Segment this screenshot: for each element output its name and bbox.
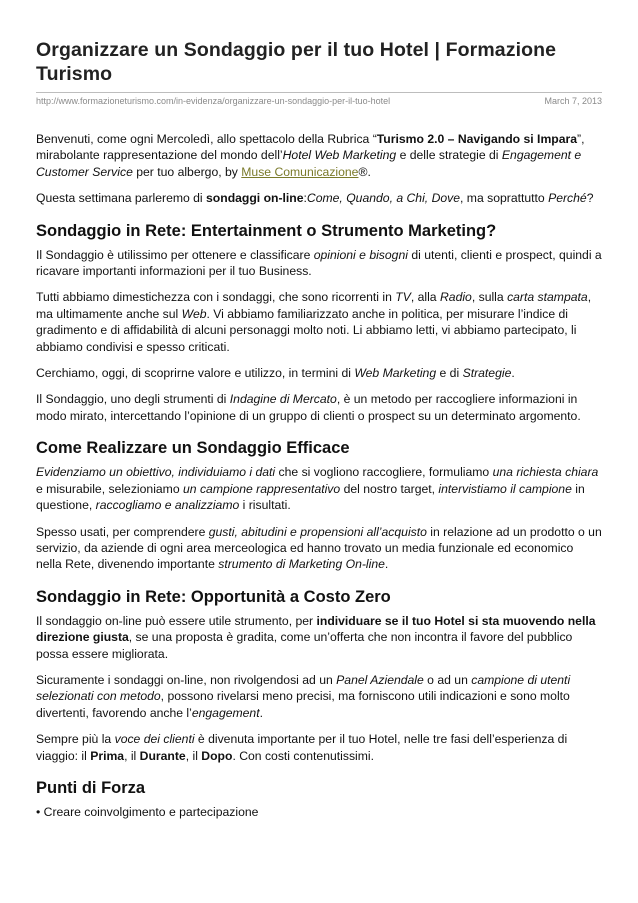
- emphasis-bold: sondaggi on-line: [206, 191, 304, 206]
- text: o ad un: [423, 672, 472, 687]
- text: :: [303, 191, 307, 206]
- emphasis: Indagine di Mercato: [229, 392, 337, 407]
- emphasis: voce dei clienti: [114, 732, 195, 747]
- section1-paragraph-2: [36, 289, 602, 355]
- text: e di: [436, 366, 463, 381]
- article-body: [36, 131, 602, 820]
- text: . Con costi contenutissimi.: [232, 748, 375, 763]
- text: Benvenuti, come ogni Mercoledì, allo spettacolo della Rubrica “: [36, 132, 377, 146]
- source-url-link[interactable]: http://www.formazioneturismo.com/in-evidenza/organizzare-un-sondaggio-per-il-tuo-hotel: [36, 96, 391, 106]
- intro-paragraph-2: [36, 190, 602, 206]
- section-heading-3: Sondaggio in Rete: Opportunità a Costo Zero: [36, 587, 391, 606]
- emphasis: un campione rappresentativo: [183, 481, 341, 496]
- page-title: Organizzare un Sondaggio per il tuo Hotel | Formazione Turismo: [36, 39, 557, 85]
- emphasis: strumento di Marketing On-line: [218, 557, 385, 572]
- text: .: [384, 557, 389, 572]
- text: , possono rivelarsi meno precisi, ma forniscono utili indicazioni e sono molto divertenti, favorendo anche l’: [36, 689, 570, 720]
- text: e misurabile, selezioniamo: [36, 481, 183, 496]
- meta-bar: [36, 92, 602, 107]
- text: Cerchiamo, oggi, di scoprirne valore e utilizzo, in termini di: [36, 366, 355, 381]
- section2-paragraph-1: [36, 464, 602, 513]
- section1-paragraph-3: [36, 365, 602, 381]
- emphasis: engagement: [191, 705, 260, 720]
- text: in questione,: [36, 481, 585, 513]
- text: Il sondaggio on-line può essere utile strumento, per: [36, 613, 317, 628]
- text: Questa settimana parleremo di: [36, 191, 207, 206]
- section1-paragraph-4: [36, 391, 602, 424]
- emphasis: opinioni e bisogni: [313, 247, 408, 262]
- text: per tuo albergo, by: [132, 164, 242, 179]
- emphasis: raccogliamo e analizziamo: [95, 498, 240, 513]
- text: Sempre più la: [36, 732, 115, 747]
- text: Il Sondaggio è utilissimo per ottenere e classificare: [36, 247, 314, 262]
- emphasis: Engagement e Customer Service: [36, 148, 582, 179]
- emphasis: TV: [395, 290, 411, 305]
- emphasis: una richiesta chiara: [492, 465, 599, 480]
- emphasis: Perché: [548, 191, 587, 206]
- text: .: [511, 366, 515, 381]
- section-heading-4: Punti di Forza: [36, 778, 146, 797]
- publish-date: March 7, 2013: [544, 96, 602, 106]
- text: e delle strategie di: [396, 148, 502, 163]
- section3-paragraph-1: [36, 613, 602, 662]
- text: di utenti, clienti e prospect, quindi a ricavare importanti informazioni per il tuo Business.: [36, 247, 602, 279]
- text: Spesso usati, per comprendere: [36, 524, 209, 539]
- text: Sicuramente i sondaggi on-line, non rivolgendosi ad un: [36, 672, 337, 687]
- text: , se una proposta è gradita, come un’offerta che non incontra il favore del pubblico possa essere migliorata.: [36, 630, 573, 661]
- text: , ma soprattutto: [460, 191, 549, 206]
- emphasis-bold: Durante: [139, 748, 186, 763]
- muse-comunicazione-link[interactable]: Muse Comunicazione: [241, 164, 359, 179]
- emphasis: campione di utenti selezionati con metodo: [36, 672, 571, 704]
- emphasis: Evidenziamo un obiettivo, individuiamo i dati: [36, 465, 276, 480]
- text: ?: [586, 191, 594, 206]
- text: , il: [124, 748, 140, 763]
- emphasis: Radio: [439, 290, 472, 305]
- document-page: [36, 38, 602, 830]
- text: in relazione ad un prodotto o un servizio, da aziende di ogni area merceologica ed hanno trovato un media funzionale ed economico nella Rete, divenendo importante: [36, 524, 602, 572]
- section-heading-2: Come Realizzare un Sondaggio Efficace: [36, 439, 350, 458]
- text: che si vogliono raccogliere, formuliamo: [275, 465, 493, 480]
- text: Tutti abbiamo dimestichezza con i sondaggi, che sono ricorrenti in: [36, 290, 396, 305]
- section3-paragraph-3: [36, 731, 602, 764]
- text: ”, mirabolante rappresentazione del mondo dell’: [36, 132, 585, 163]
- text: ®.: [358, 164, 371, 179]
- emphasis: Web Marketing: [354, 366, 437, 381]
- section-heading-1: Sondaggio in Rete: Entertainment o Strumento Marketing?: [36, 221, 497, 240]
- text: . Vi abbiamo familiarizzato anche in politica, per misurare l’indice di gradimento e di affidabilità di alcuni personaggi molto noti. Li abbiamo letti, vi abbiamo partecipato, li abbiamo condivisi e spesso criticati.: [36, 306, 577, 354]
- bullet-item: • Creare coinvolgimento e partecipazione: [36, 804, 259, 819]
- text: è divenuta importante per il tuo Hotel, nelle tre fasi dell’esperienza di viaggio: il: [36, 732, 568, 763]
- emphasis: Come, Quando, a Chi, Dove: [306, 191, 461, 206]
- text: .: [259, 705, 263, 720]
- text: del nostro target,: [340, 481, 439, 496]
- emphasis-bold: Dopo: [201, 748, 233, 763]
- emphasis: Strategie: [462, 366, 512, 381]
- section3-paragraph-2: [36, 672, 602, 721]
- emphasis-bold: Prima: [90, 748, 125, 763]
- emphasis-bold: individuare se il tuo Hotel si sta muovendo nella direzione giusta: [36, 613, 596, 645]
- text: , alla: [410, 290, 440, 305]
- text: Il Sondaggio, uno degli strumenti di: [36, 392, 230, 407]
- text: , il: [185, 748, 202, 763]
- text: i risultati.: [239, 498, 291, 513]
- emphasis: gusti, abitudini e propensioni all’acquisto: [208, 524, 427, 539]
- intro-paragraph-1: [36, 131, 602, 180]
- section1-paragraph-1: [36, 247, 602, 280]
- emphasis: Panel Aziendale: [336, 672, 424, 687]
- emphasis: Web: [181, 306, 207, 321]
- emphasis: carta stampata: [507, 290, 588, 305]
- text: , ma ultimamente anche sul: [36, 290, 592, 321]
- text: , sulla: [471, 290, 508, 305]
- emphasis: Hotel Web Marketing: [282, 148, 397, 163]
- rubric-name: Turismo 2.0 – Navigando si Impara: [376, 132, 578, 146]
- text: , è un metodo per raccogliere informazioni in modo mirato, intercettando l’opinione di un gruppo di clienti o prospect su un determinato argomento.: [36, 392, 581, 423]
- emphasis: intervistiamo il campione: [438, 481, 572, 496]
- section2-paragraph-2: [36, 524, 602, 573]
